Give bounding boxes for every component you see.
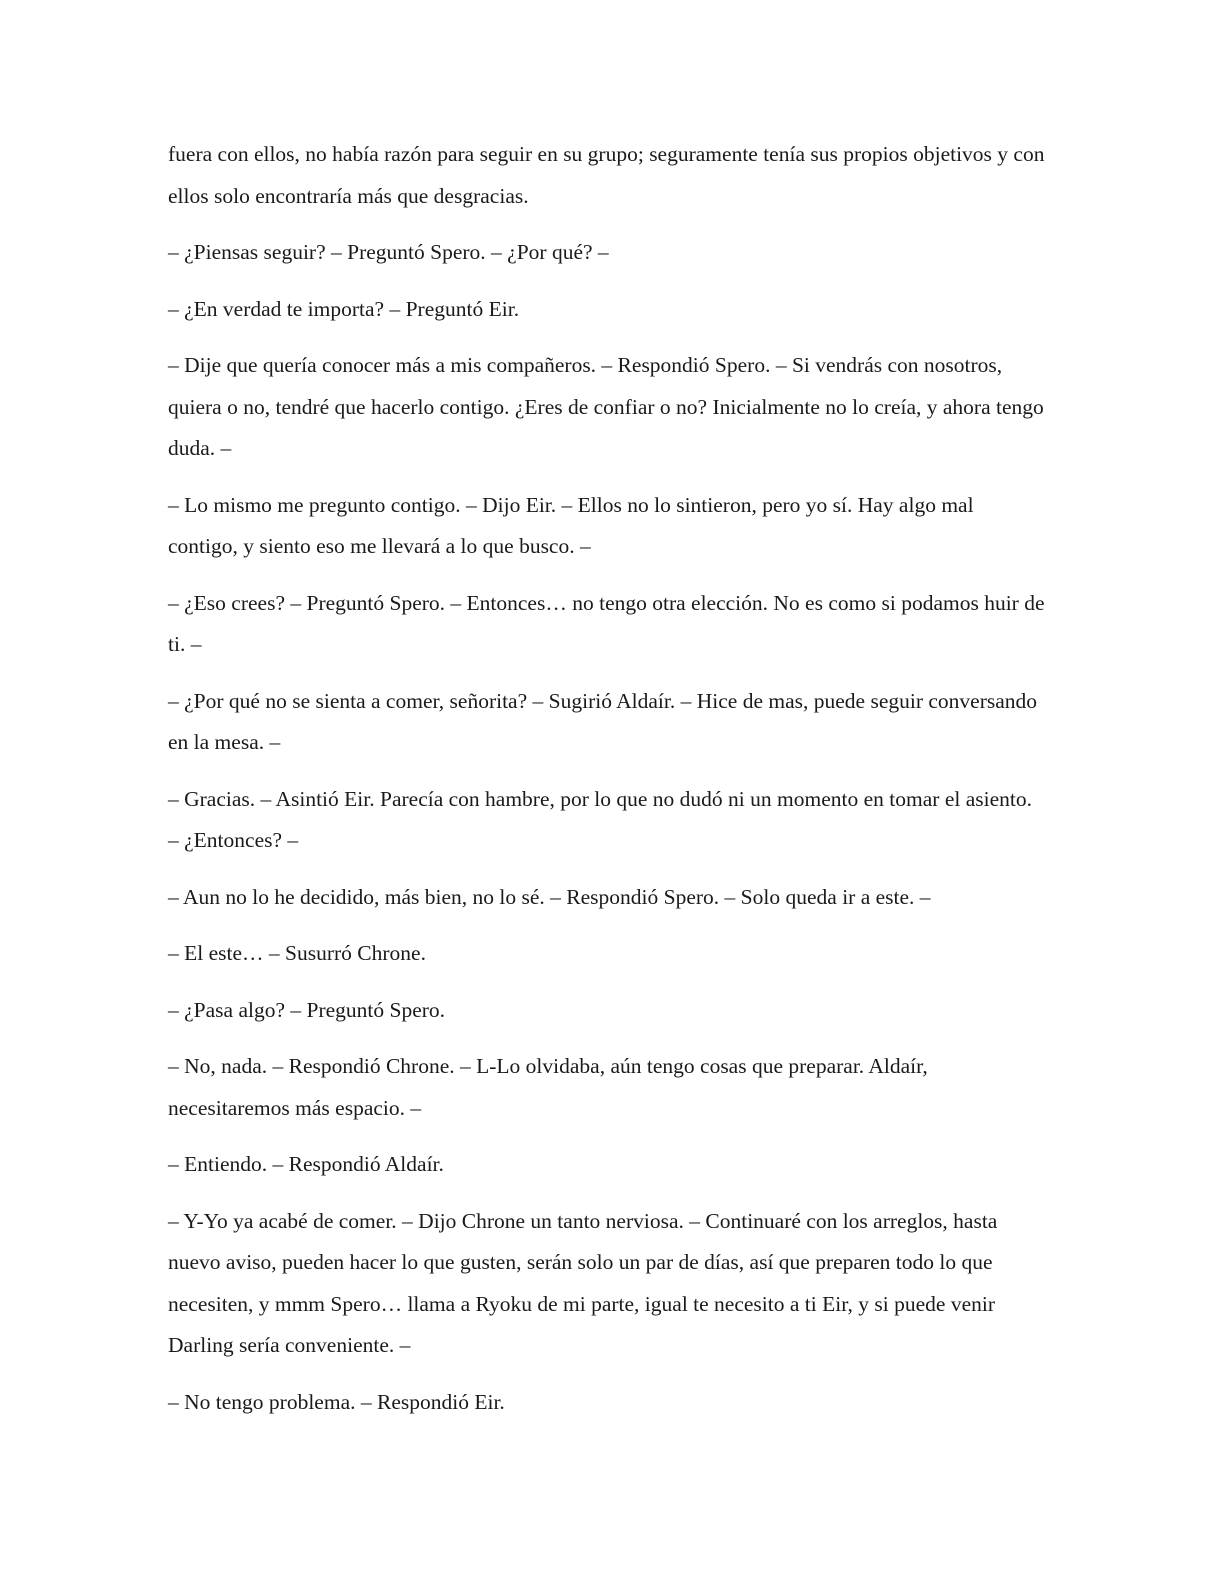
- paragraph-13: – Entiendo. – Respondió Aldaír.: [168, 1152, 444, 1176]
- paragraph-6: – ¿Eso crees? – Preguntó Spero. – Entonces… no tengo otra elección. No es como si podamos huir de ti. –: [168, 590, 1045, 656]
- paragraph-15: – No tengo problema. – Respondió Eir.: [168, 1389, 505, 1414]
- paragraph-12: – No, nada. – Respondió Chrone. – L-Lo olvidaba, aún tengo cosas que preparar. Aldaír, necesitaremos más espacio. –: [168, 1054, 928, 1120]
- document-page: [168, 134, 1048, 1438]
- paragraph-1: fuera con ellos, no había razón para seguir en su grupo; seguramente tenía sus propios objetivos y con ellos solo encontraría más que desgracias.: [168, 142, 1045, 208]
- paragraph-14: – Y-Yo ya acabé de comer. – Dijo Chrone un tanto nerviosa. – Continuaré con los arreglos, hasta nuevo aviso, pueden hacer lo que gusten, serán solo un par de días, así que preparen todo lo que necesiten, y mmm Spero… llama a Ryoku de mi parte, igual te necesito a ti Eir, y si puede venir Darling sería conveniente. –: [168, 1208, 998, 1357]
- paragraph-4: – Dije que quería conocer más a mis compañeros. – Respondió Spero. – Si vendrás con nosotros, quiera o no, tendré que hacerlo contigo. ¿Eres de confiar o no? Inicialmente no lo creía, y ahora tengo duda. –: [168, 353, 1044, 460]
- paragraph-9: – Aun no lo he decidido, más bien, no lo sé. – Respondió Spero. – Solo queda ir a este. –: [168, 884, 931, 909]
- paragraph-11: – ¿Pasa algo? – Preguntó Spero.: [168, 997, 446, 1022]
- paragraph-7: – ¿Por qué no se sienta a comer, señorita? – Sugirió Aldaír. – Hice de mas, puede seguir conversando en la mesa. –: [168, 688, 1038, 754]
- paragraph-8: – Gracias. – Asintió Eir. Parecía con hambre, por lo que no dudó ni un momento en tomar el asiento. – ¿Entonces? –: [168, 786, 1032, 852]
- paragraph-2: – ¿Piensas seguir? – Preguntó Spero. – ¿Por qué? –: [168, 240, 609, 264]
- paragraph-3: – ¿En verdad te importa? – Preguntó Eir.: [168, 296, 520, 321]
- paragraph-5: – Lo mismo me pregunto contigo. – Dijo Eir. – Ellos no lo sintieron, pero yo sí. Hay algo mal contigo, y siento eso me llevará a lo que busco. –: [168, 492, 974, 558]
- paragraph-10: – El este… – Susurró Chrone.: [168, 941, 426, 965]
